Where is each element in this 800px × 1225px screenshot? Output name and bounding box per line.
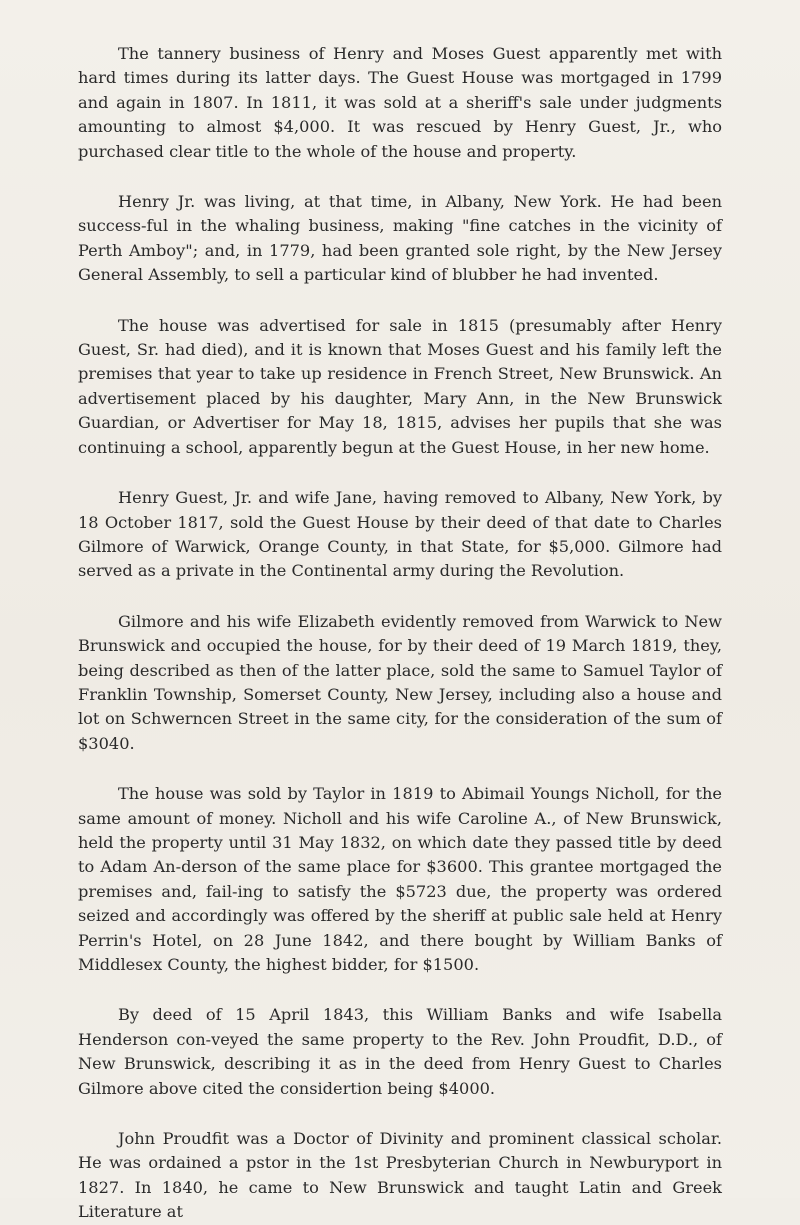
paragraph-gilmore-purchase: Henry Guest, Jr. and wife Jane, having removed to Albany, New York, by 18 October 1817, sold the Guest House by their deed of that date to Charles Gilmore of Warwick, Orange County, in that State, for $5,000. Gilmore had served as a private in the Continental army during the Revolution. bbox=[78, 488, 722, 581]
body-text bbox=[78, 42, 722, 1225]
paragraph-henry-jr: Henry Jr. was living, at that time, in Albany, New York. He had been success-ful in the whaling business, making "fine catches in the vicinity of Perth Amboy"; and, in 1779, had been granted sole right, by the New Jersey General Assembly, to sell a particular kind of blubber he had invented. bbox=[78, 192, 722, 285]
paragraph-banks-deed: By deed of 15 April 1843, this William Banks and wife Isabella Henderson con-veyed the same property to the Rev. John Proudfit, D.D., of New Brunswick, describing it as in the deed from Henry Guest to Charles Gilmore above cited the considertion being $4000. bbox=[78, 1005, 722, 1098]
paragraph-tannery: The tannery business of Henry and Moses Guest apparently met with hard times during its latter days. The Guest House was mortgaged in 1799 and again in 1807. In 1811, it was sold at a sheriff's sale under judgments amounting to almost $4,000. It was rescued by Henry Guest, Jr., who purchased clear title to the whole of the house and property. bbox=[78, 44, 722, 161]
paragraph-gilmore-sale: Gilmore and his wife Elizabeth evidently removed from Warwick to New Brunswick and occupied the house, for by their deed of 19 March 1819, they, being described as then of the latter place, sold the same to Samuel Taylor of Franklin Township, Somerset County, New Jersey, including also a house and lot on Schwerncen Street in the same city, for the consideration of the sum of $3040. bbox=[78, 611, 722, 753]
paragraph-house-advertised: The house was advertised for sale in 1815 (presumably after Henry Guest, Sr. had died), and it is known that Moses Guest and his family left the premises that year to take up residence in French Street, New Brunswick. An advertisement placed by his daughter, Mary Ann, in the New Brunswick Guardian, or Advertiser for May 18, 1815, advises her pupils that she was continuing a school, apparently begun at the Guest House, in her new home. bbox=[78, 315, 722, 457]
paragraph-proudfit: John Proudfit was a Doctor of Divinity and prominent classical scholar. He was ordained a pstor in the 1st Presbyterian Church in Newburyport in 1827. In 1840, he came to New Brunswick and taught Latin and Greek Literature at bbox=[78, 1129, 722, 1222]
paragraph-taylor-nicholl: The house was sold by Taylor in 1819 to Abimail Youngs Nicholl, for the same amount of money. Nicholl and his wife Caroline A., of New Brunswick, held the property until 31 May 1832, on which date they passed title by deed to Adam An-derson of the same place for $3600. This grantee mortgaged the premises and, fail-ing to satisfy the $5723 due, the property was ordered seized and accordingly was offered by the sheriff at public sale held at Henry Perrin's Hotel, on 28 June 1842, and there bought by William Banks of Middlesex County, the highest bidder, for $1500. bbox=[78, 784, 722, 974]
